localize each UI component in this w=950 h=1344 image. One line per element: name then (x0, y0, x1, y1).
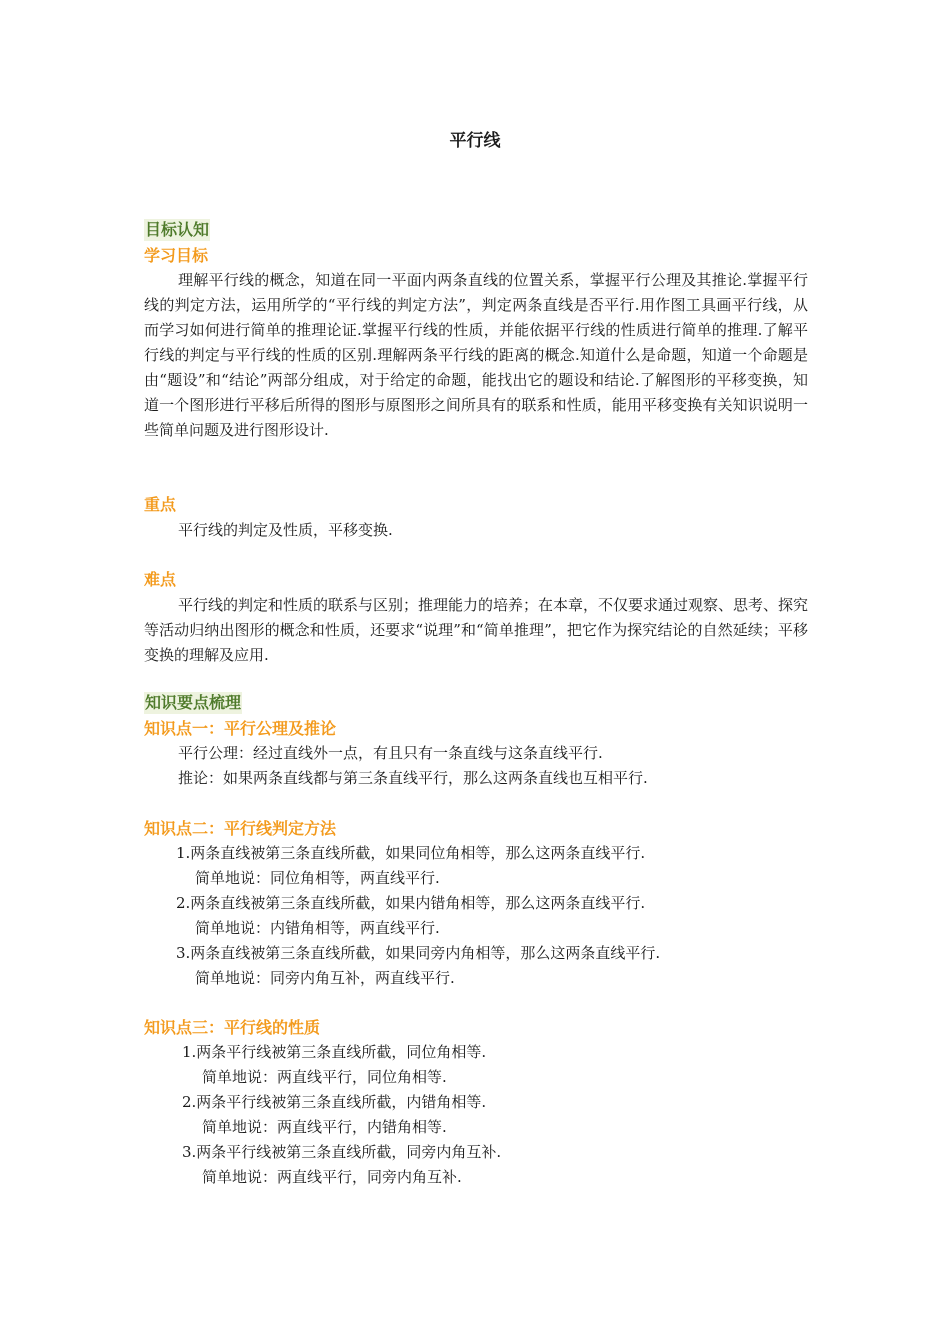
kp3-item: 3.两条平行线被第三条直线所截，同旁内角互补. (182, 1143, 502, 1161)
heading-knowledge-point-1: 知识点一：平行公理及推论 (144, 719, 337, 738)
kp3-item-short: 简单地说：两直线平行，内错角相等. (202, 1118, 447, 1136)
kp2-item: 3.两条直线被第三条直线所截，如果同旁内角相等，那么这两条直线平行. (176, 944, 661, 962)
kp2-item-short: 简单地说：同位角相等，两直线平行. (195, 869, 440, 887)
kp2-item: 2.两条直线被第三条直线所截，如果内错角相等，那么这两条直线平行. (176, 894, 646, 912)
kp2-item: 1.两条直线被第三条直线所截，如果同位角相等，那么这两条直线平行. (176, 844, 646, 862)
heading-learning-goals: 学习目标 (144, 246, 209, 265)
paragraph-learning-goals: 理解平行线的概念，知道在同一平面内两条直线的位置关系，掌握平行公理及其推论.掌握平行线的判定方法，运用所学的“平行线的判定方法”，判定两条直线是否平行.用作图工具画平行线，从而学习如何进行简单的推理论证.掌握平行线的性质，并能依据平行线的性质进行简单的推理.了解平行线的判定与平行线的性质的区别.理解两条平行线的距离的概念.知道什么是命题，知道一个命题是由“题设”和“结论”两部分组成，对于给定的命题，能找出它的题设和结论.了解图形的平移变换，知道一个图形进行平移后所得的图形与原图形之间所具有的联系和性质，能用平移变换有关知识说明一些简单问题及进行图形设计. (144, 271, 808, 439)
heading-key-points: 重点 (144, 495, 177, 514)
kp3-item: 1.两条平行线被第三条直线所截，同位角相等. (182, 1043, 487, 1061)
section-heading-knowledge: 知识要点梳理 (145, 693, 242, 712)
heading-knowledge-point-2: 知识点二：平行线判定方法 (144, 819, 337, 838)
kp1-line-corollary: 推论：如果两条直线都与第三条直线平行，那么这两条直线也互相平行. (178, 769, 648, 787)
kp3-item-short: 简单地说：两直线平行，同旁内角互补. (202, 1168, 462, 1186)
kp1-line-axiom: 平行公理：经过直线外一点，有且只有一条直线与这条直线平行. (178, 744, 603, 762)
paragraph-key-points: 平行线的判定及性质，平移变换. (178, 521, 393, 539)
heading-difficulties: 难点 (144, 570, 177, 589)
kp3-item-short: 简单地说：两直线平行，同位角相等. (202, 1068, 447, 1086)
page-title: 平行线 (449, 131, 501, 151)
kp2-item-short: 简单地说：内错角相等，两直线平行. (195, 919, 440, 937)
section-heading-goals: 目标认知 (145, 220, 210, 239)
paragraph-difficulties: 平行线的判定和性质的联系与区别；推理能力的培养；在本章，不仅要求通过观察、思考、探究等活动归纳出图形的概念和性质，还要求“说理”和“简单推理”，把它作为探究结论的自然延续；平移变换的理解及应用. (144, 596, 809, 664)
heading-knowledge-point-3: 知识点三：平行线的性质 (144, 1018, 321, 1037)
kp2-item-short: 简单地说：同旁内角互补，两直线平行. (195, 969, 455, 987)
kp3-item: 2.两条平行线被第三条直线所截，内错角相等. (182, 1093, 487, 1111)
